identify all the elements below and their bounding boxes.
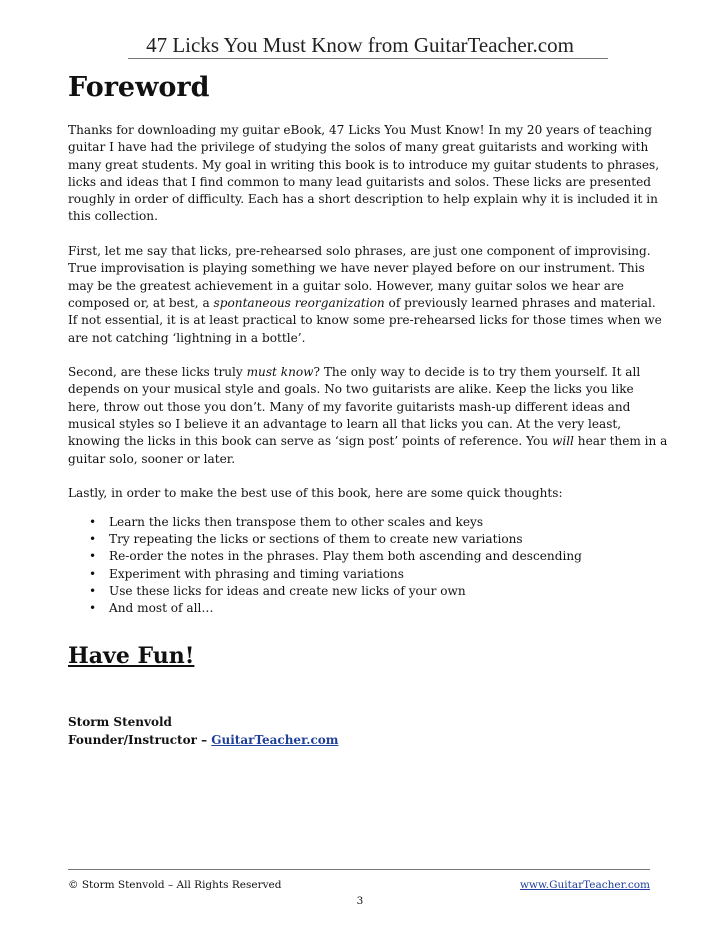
list-item-text: Re-order the notes in the phrases. Play them both ascending and descending [109,549,582,564]
page-number: 3 [356,895,364,907]
author-role [68,731,338,749]
role-text: Founder/Instructor – [68,733,212,747]
page-title: Foreword [68,72,210,103]
list-item-text: And most of all… [109,601,214,616]
author-name: Storm Stenvold [68,715,172,729]
text-run: ? The only way to decide is to try them yourself. It all depends on your musical style and goals. No two guitarists are alike. Keep the licks you like here, throw out those you don’t. Many of my favorite guitarists mash-up different ideas and musical styles so I believe it an advantage to learn all that licks you can. At the very least, knowing the licks in this book can serve as ‘sign post’ points of reference. You [68,365,641,449]
bullet-icon: • [89,514,97,529]
tips-list [68,514,668,618]
list-item [89,600,668,617]
list-item-text: Learn the licks then transpose them to other scales and keys [109,514,484,529]
list-item-text: Use these licks for ideas and create new licks of your own [109,584,466,599]
list-item [89,531,668,548]
bullet-icon: • [89,584,97,599]
emphasis-text: will [551,434,574,449]
list-item [89,583,668,600]
text-run: Second, are these licks truly [68,365,247,380]
list-item-text: Experiment with phrasing and timing variations [109,566,404,581]
paragraph-intro: Thanks for downloading my guitar eBook, 47 Licks You Must Know! In my 20 years of teaching guitar I have had the privilege of studying the solos of many great guitarists and working with many great students. My goal in writing this book is to introduce my guitar students to phrases, licks and ideas that I find common to many lead guitarists and solos. These licks are presented roughly in order of difficulty. Each has a short description to help explain why it is included it in this collection. [68,123,660,224]
list-item [89,566,668,583]
signature-block [68,713,338,749]
bullet-icon: • [89,566,97,581]
bullet-icon: • [89,549,97,564]
list-item [89,548,668,565]
emphasis-text: must know [246,365,314,380]
paragraph-lastly: Lastly, in order to make the best use of this book, here are some quick thoughts: [68,486,563,501]
website-link[interactable]: GuitarTeacher.com [211,733,339,747]
text-run: First, let me say that licks, pre-rehearsed solo phrases, are just one component of improvising. True improvisation is playing something we have never played before on our instrument. This may be the greatest achievement in a guitar solo. However, many guitar solos we hear are composed or, at best, a [68,244,651,310]
running-header: 47 Licks You Must Know from GuitarTeacher.com [146,33,574,57]
bullet-icon: • [89,601,97,616]
bullet-icon: • [89,532,97,547]
footer-website-link[interactable]: www.GuitarTeacher.com [520,879,650,891]
text-run: of previously learned phrases and material. If not essential, it is at least practical to know some pre-rehearsed licks for those times when we are not catching ‘lightning in a bottle’. [68,295,662,345]
paragraph-must-know [68,364,668,468]
text-run: hear them in a guitar solo, sooner or later. [68,434,668,466]
closing-heading: Have Fun! [68,643,195,669]
foreword-body [68,122,668,618]
emphasis-text: spontaneous reorganization [213,295,385,310]
footer-divider [68,869,650,870]
list-item-text: Try repeating the licks or sections of them to create new variations [109,532,523,547]
list-item [89,514,668,531]
header-divider [128,58,608,59]
copyright-notice: © Storm Stenvold – All Rights Reserved [68,879,282,891]
paragraph-licks-definition [68,243,668,347]
